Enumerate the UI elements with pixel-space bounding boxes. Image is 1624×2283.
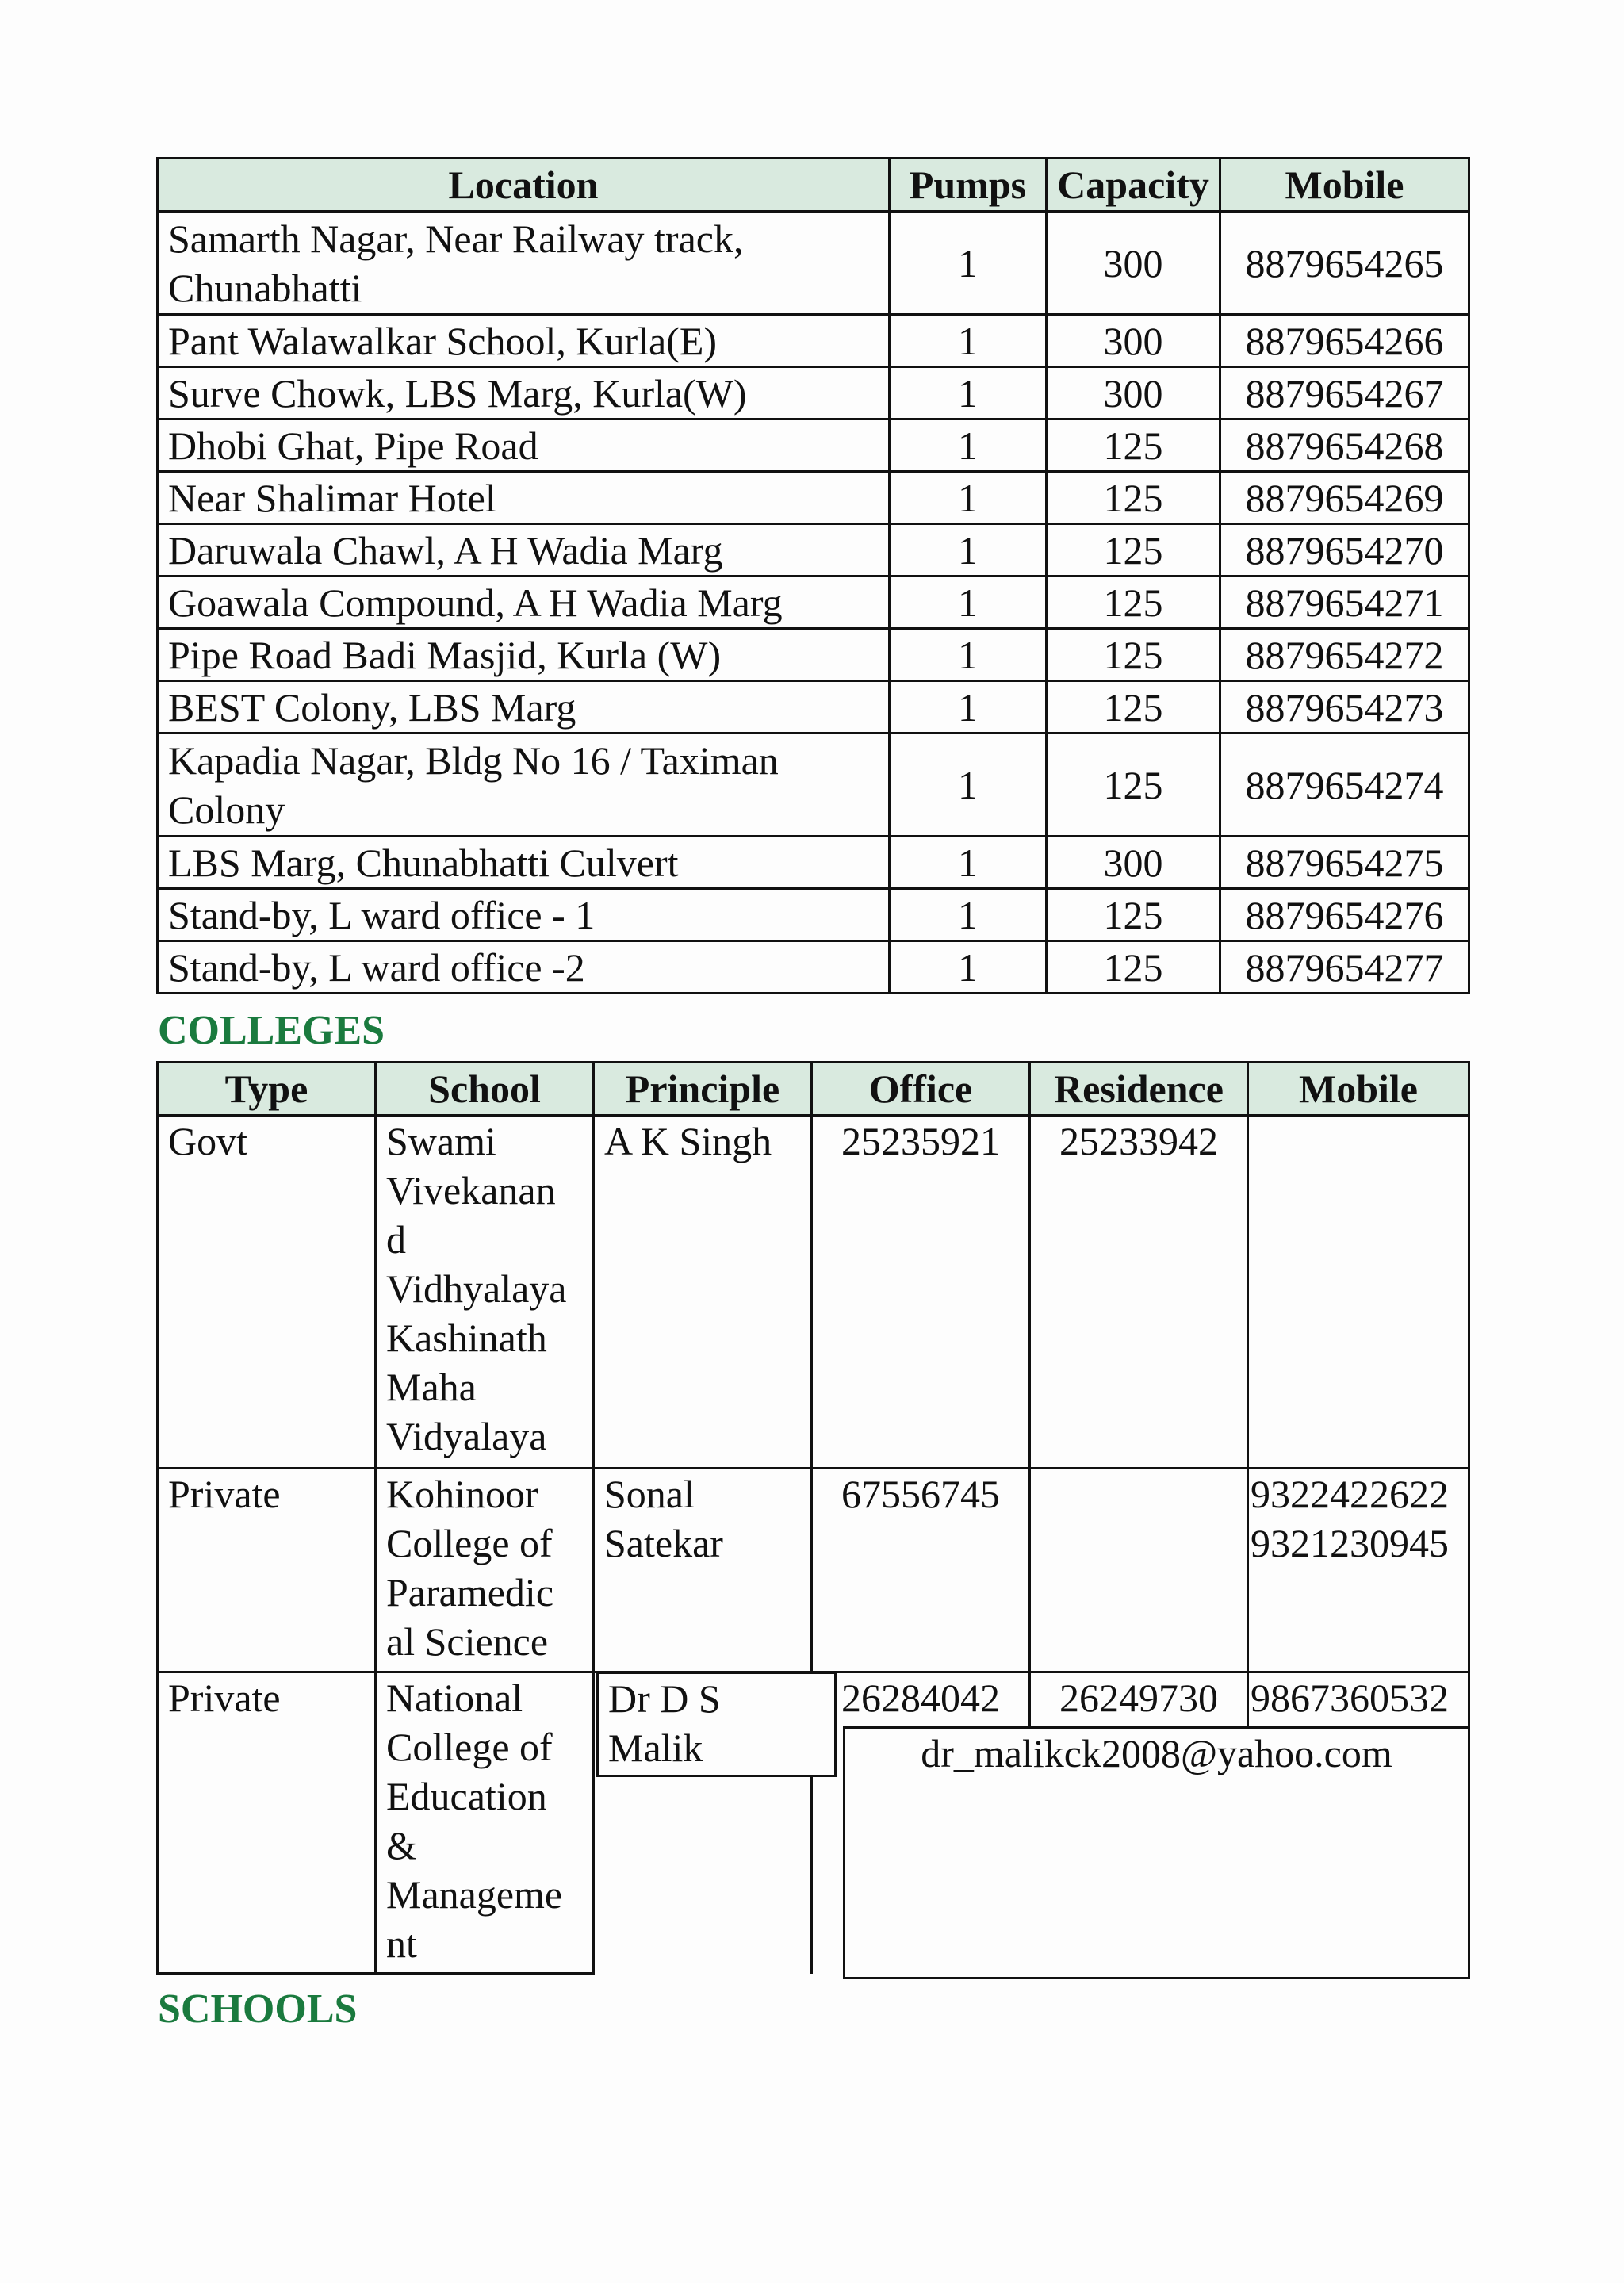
pump-mobile: 8879654266	[1220, 315, 1469, 367]
college-type: Private	[158, 1672, 376, 1974]
pump-capacity: 125	[1047, 576, 1220, 629]
header-capacity: Capacity	[1047, 159, 1220, 212]
college-email: dr_malikck2008@yahoo.com	[843, 1726, 1470, 1979]
college-row	[158, 1469, 1469, 1672]
college-mobile: 9322422622 9321230945	[1248, 1469, 1469, 1672]
pumps-table-row	[158, 524, 1469, 576]
pump-capacity: 125	[1047, 472, 1220, 524]
pump-capacity: 300	[1047, 837, 1220, 889]
pump-count: 1	[890, 472, 1047, 524]
pump-capacity: 300	[1047, 212, 1220, 315]
header-school: School	[376, 1063, 594, 1116]
header-mobile: Mobile	[1248, 1063, 1469, 1116]
pump-count: 1	[890, 315, 1047, 367]
schools-heading: SCHOOLS	[158, 1986, 358, 2032]
pump-capacity: 125	[1047, 629, 1220, 681]
pumps-table-row	[158, 212, 1469, 315]
pump-location: Stand-by, L ward office - 1	[158, 889, 890, 941]
pump-count: 1	[890, 629, 1047, 681]
pump-count: 1	[890, 837, 1047, 889]
colleges-heading: COLLEGES	[158, 1008, 385, 1053]
pump-location: Goawala Compound, A H Wadia Marg	[158, 576, 890, 629]
pump-count: 1	[890, 576, 1047, 629]
pump-location: Pant Walawalkar School, Kurla(E)	[158, 315, 890, 367]
college-office: 25235921	[812, 1116, 1030, 1469]
pump-location: Pipe Road Badi Masjid, Kurla (W)	[158, 629, 890, 681]
pumps-table-row	[158, 889, 1469, 941]
pump-mobile: 8879654277	[1220, 941, 1469, 994]
pump-location: Dhobi Ghat, Pipe Road	[158, 419, 890, 472]
pump-mobile: 8879654265	[1220, 212, 1469, 315]
pump-location: Near Shalimar Hotel	[158, 472, 890, 524]
pumps-table-row	[158, 315, 1469, 367]
college-mobile	[1248, 1116, 1469, 1469]
pump-mobile: 8879654273	[1220, 681, 1469, 734]
pump-capacity: 125	[1047, 419, 1220, 472]
pump-mobile: 8879654267	[1220, 367, 1469, 419]
pumps-table-row	[158, 681, 1469, 734]
college-school: Swami Vivekanan d Vidhyalaya Kashinath Maha Vidyalaya	[376, 1116, 594, 1469]
pumps-table-row	[158, 472, 1469, 524]
college-row	[158, 1116, 1469, 1469]
college-mobile: 9867360532	[1248, 1672, 1469, 1974]
college-office: 26284042	[812, 1672, 1030, 1974]
pump-location: Samarth Nagar, Near Railway track, Chunabhatti	[158, 212, 890, 315]
college-residence	[1030, 1469, 1248, 1672]
pump-count: 1	[890, 367, 1047, 419]
pumps-table-row	[158, 941, 1469, 994]
pump-mobile: 8879654271	[1220, 576, 1469, 629]
pumps-table-row	[158, 837, 1469, 889]
pump-count: 1	[890, 734, 1047, 837]
pumps-table-row	[158, 576, 1469, 629]
college-principle-malik: Dr D S Malik	[596, 1672, 837, 1777]
pump-capacity: 125	[1047, 681, 1220, 734]
pump-location: Daruwala Chawl, A H Wadia Marg	[158, 524, 890, 576]
pump-mobile: 8879654270	[1220, 524, 1469, 576]
pump-location: LBS Marg, Chunabhatti Culvert	[158, 837, 890, 889]
pump-capacity: 300	[1047, 315, 1220, 367]
pump-capacity: 300	[1047, 367, 1220, 419]
pump-mobile: 8879654276	[1220, 889, 1469, 941]
pump-location: Kapadia Nagar, Bldg No 16 / Taximan Colony	[158, 734, 890, 837]
pump-location: BEST Colony, LBS Marg	[158, 681, 890, 734]
pump-mobile: 8879654268	[1220, 419, 1469, 472]
college-type: Govt	[158, 1116, 376, 1469]
pumps-table	[156, 157, 1470, 994]
pumps-header-row	[158, 159, 1469, 212]
pump-capacity: 125	[1047, 734, 1220, 837]
pump-mobile: 8879654272	[1220, 629, 1469, 681]
pump-count: 1	[890, 941, 1047, 994]
pump-mobile: 8879654274	[1220, 734, 1469, 837]
college-type: Private	[158, 1469, 376, 1672]
pump-mobile: 8879654269	[1220, 472, 1469, 524]
college-residence: 26249730	[1030, 1672, 1248, 1974]
pumps-table-body	[158, 212, 1469, 994]
college-school: National College of Education & Manageme nt	[376, 1672, 594, 1974]
pump-count: 1	[890, 419, 1047, 472]
pumps-table-row	[158, 419, 1469, 472]
college-office: 67556745	[812, 1469, 1030, 1672]
college-residence: 25233942	[1030, 1116, 1248, 1469]
pump-location: Surve Chowk, LBS Marg, Kurla(W)	[158, 367, 890, 419]
pumps-table-row	[158, 734, 1469, 837]
header-type: Type	[158, 1063, 376, 1116]
colleges-header-row	[158, 1063, 1469, 1116]
pump-count: 1	[890, 212, 1047, 315]
pump-count: 1	[890, 524, 1047, 576]
college-principle: Sonal Satekar	[594, 1469, 812, 1672]
pump-capacity: 125	[1047, 941, 1220, 994]
pump-count: 1	[890, 889, 1047, 941]
pump-count: 1	[890, 681, 1047, 734]
header-mobile: Mobile	[1220, 159, 1469, 212]
pump-mobile: 8879654275	[1220, 837, 1469, 889]
header-principle: Principle	[594, 1063, 812, 1116]
college-school: Kohinoor College of Paramedic al Science	[376, 1469, 594, 1672]
pump-capacity: 125	[1047, 889, 1220, 941]
pumps-table-row	[158, 367, 1469, 419]
header-residence: Residence	[1030, 1063, 1248, 1116]
pump-capacity: 125	[1047, 524, 1220, 576]
pumps-table-row	[158, 629, 1469, 681]
header-office: Office	[812, 1063, 1030, 1116]
header-pumps: Pumps	[890, 159, 1047, 212]
pump-location: Stand-by, L ward office -2	[158, 941, 890, 994]
college-principle: A K Singh	[594, 1116, 812, 1469]
header-location: Location	[158, 159, 890, 212]
